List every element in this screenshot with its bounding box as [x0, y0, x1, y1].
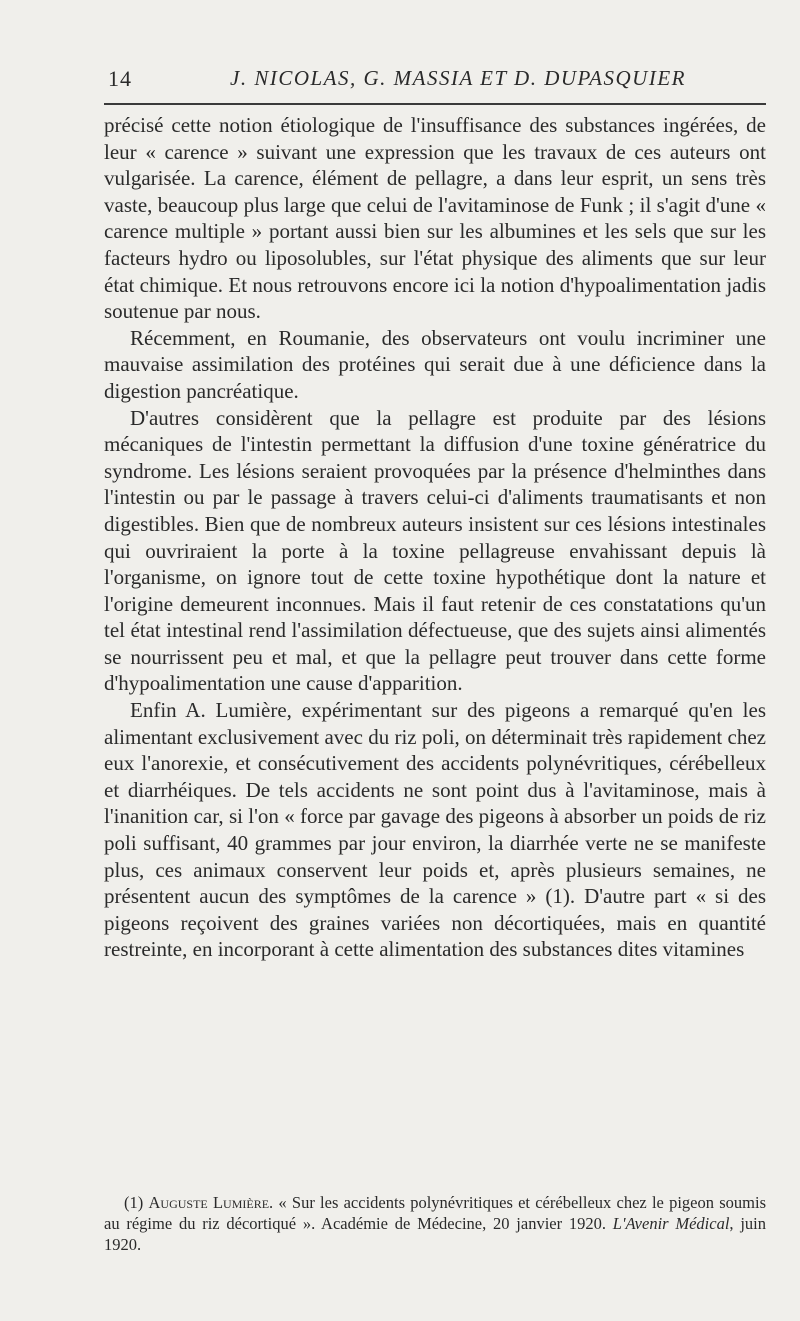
page-number: 14 — [108, 66, 132, 91]
page-header — [108, 64, 766, 96]
footnote-text: « Sur les accidents polynévritiques et cérébelleux chez le pigeon soumis au régime du riz décortiqué ». Académie de Médecine, 20 janvier 1920. — [104, 1193, 766, 1233]
footnote-date: , juin 1920. — [104, 1214, 766, 1254]
paragraph: précisé cette notion étiologique de l'insuffisance des substances ingérées, de leur « carence » suivant une expression que les travaux de ces auteurs ont vulgarisée. La carence, élément de pellagre, a dans leur esprit, un sens très vaste, beaucoup plus large que celui de l'avitaminose de Funk ; il s'agit d'une « carence multiple » portant aussi bien sur les albumines et les sels que sur les facteurs hydro ou liposolubles, sur l'état physique des aliments que sur leur état chimique. Et nous retrouvons encore ici la notion d'hypoalimentation jadis soutenue par nous. — [104, 113, 766, 324]
footnote-journal: L'Avenir Médical — [612, 1214, 730, 1233]
main-text — [104, 112, 766, 963]
paragraph: Enfin A. Lumière, expérimentant sur des pigeons a remarqué qu'en les alimentant exclusivement avec du riz poli, on déterminait très rapidement chez eux l'anorexie, et consécutivement des accidents polynévritiques, cérébelleux et diarrhéiques. De tels accidents ne sont point dus à l'avitaminose, mais à l'inanition car, si l'on « force par gavage des pigeons à absorber un poids de riz poli suffisant, 40 grammes par jour environ, la diarrhée verte ne se manifeste plus, ces animaux conservent leur poids et, après plusieurs semaines, ne présentent aucun des symptômes de la carence » (1). D'autre part « si des pigeons reçoivent des graines variées non décortiquées, mais en quantité restreinte, en incorporant à cette alimentation des substances dites vitamines — [104, 698, 766, 962]
paragraph: Récemment, en Roumanie, des observateurs ont voulu incriminer une mauvaise assimilation des protéines qui serait due à une déficience dans la digestion pancréatique. — [104, 325, 766, 403]
header-rule — [104, 103, 766, 105]
footnote-marker: (1) — [124, 1193, 144, 1212]
running-head: J. NICOLAS, G. MASSIA ET D. DUPASQUIER — [230, 66, 686, 90]
footnotes — [104, 1192, 766, 1255]
paragraph: D'autres considèrent que la pellagre est produite par des lésions mécaniques de l'intestin permettant la diffusion d'une toxine génératrice du syndrome. Les lésions seraient provoquées par la présence d'helminthes dans l'intestin ou par le passage à travers celui-ci d'aliments traumatisants et non digestibles. Bien que de nombreux auteurs insistent sur ces lésions intestinales qui ouvriraient la porte à la toxine pellagreuse envahissant depuis là l'organisme, on ignore tout de cette toxine hypothétique dont la nature et l'origine demeurent inconnues. Mais il faut retenir de ces constatations qu'un tel état intestinal rend l'assimilation défectueuse, que des sujets ainsi alimentés se nourrissent peu et mal, et que la pellagre peut trouver dans cette forme d'hypoalimentation une cause d'apparition. — [104, 405, 766, 696]
footnote — [104, 1192, 766, 1255]
footnote-author: Auguste Lumière. — [148, 1193, 274, 1212]
